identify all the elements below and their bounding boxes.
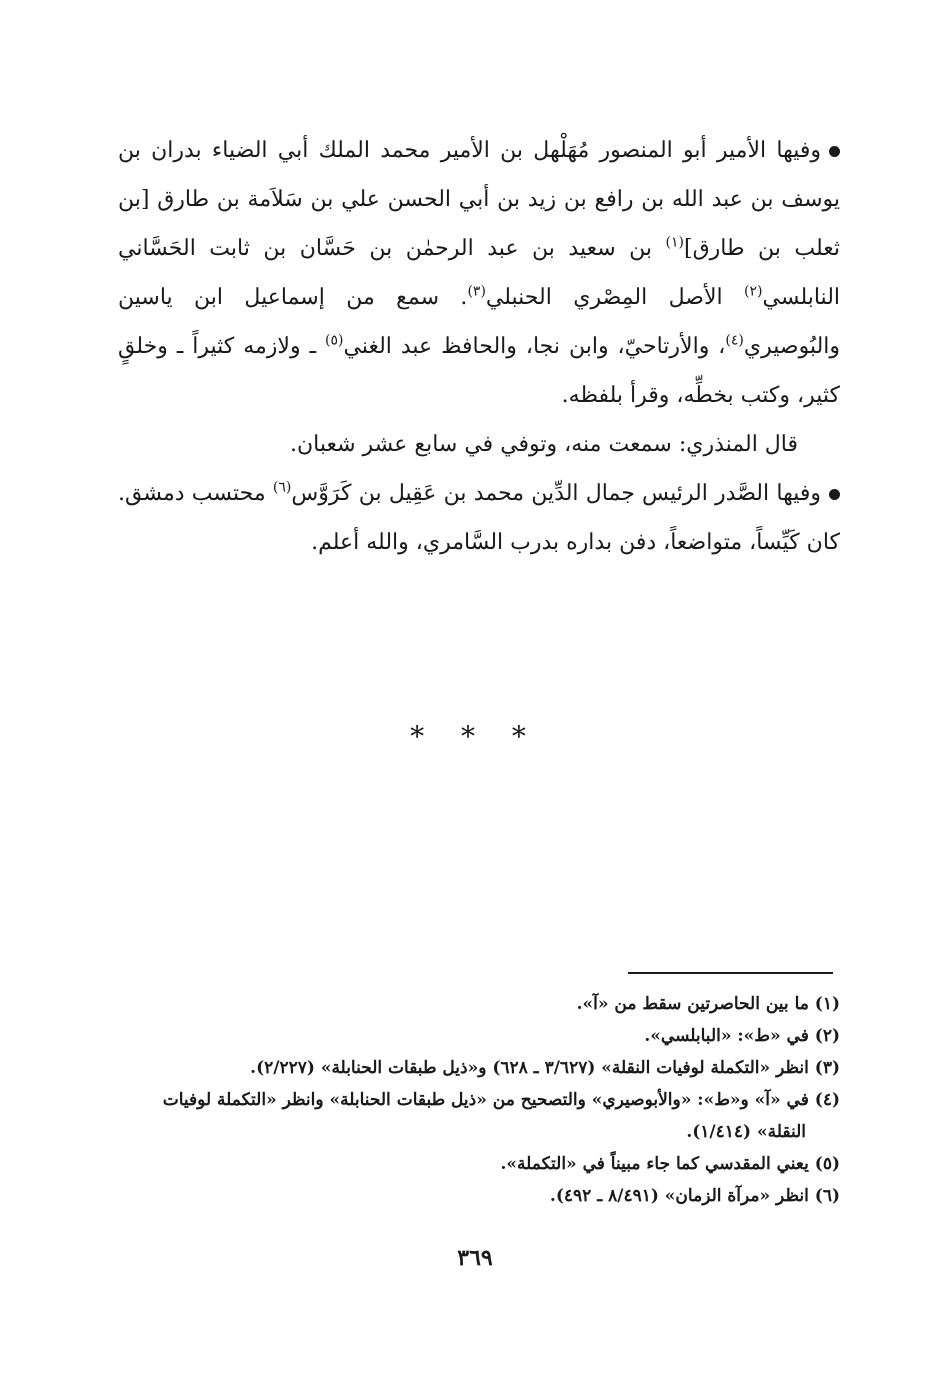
footnote-3: (٣) انظر «التكملة لوفيات النقلة» (٣/٦٢٧ ـ ٦٢٨) و«ذيل طبقات الحنابلة» (٢/٢٢٧). (250, 1058, 840, 1078)
footnote-5: (٥) يعني المقدسي كما جاء مبيناً في «التكملة». (500, 1154, 840, 1174)
paragraph-text: وفيها الصَّدر الرئيس جمال الدِّين محمد بن عَقِيل بن كَرَوَّس (291, 481, 821, 506)
paragraph-text: قال المنذري: سمعت منه، وتوفي في سابع عشر شعبان. (289, 432, 798, 457)
footnote-4: (٤) في «آ» و«ط»: «والأبوصيري» والتصحيح من «ذيل طبقات الحنابلة» وانظر «التكملة لوفيات النقلة» (١/٤١٤). (162, 1090, 840, 1142)
paragraph-text: محتسب دمشق. كان كَيِّساً، متواضعاً، دفن بداره بدرب السَّامري، والله أعلم. (118, 481, 840, 555)
footnote-ref-2[interactable]: (٢) (744, 283, 763, 300)
paragraph-2 (118, 420, 840, 469)
footnote-divider (628, 972, 833, 974)
footnote-ref-5[interactable]: (٥) (325, 332, 344, 349)
footnote-1: (١) ما بين الحاصرتين سقط من «آ». (576, 994, 840, 1014)
footnotes (118, 988, 840, 1212)
footnote-6: (٦) انظر «مرآة الزمان» (٨/٤٩١ ـ ٤٩٢). (549, 1186, 840, 1206)
bullet-icon (829, 146, 840, 157)
footnote-ref-3[interactable]: (٣) (467, 283, 486, 300)
paragraph-3 (118, 469, 840, 567)
footnote-ref-1[interactable]: (١) (665, 234, 685, 251)
paragraph-1 (118, 126, 840, 420)
paragraph-text: وفيها الأمير أبو المنصور مُهَلْهل بن الأمير محمد الملك أبي الضياء بدران بن يوسف بن عبد الله بن رافع بن زيد بن أبي الحسن علي بن سَلاَمة بن طارق [بن ثعلب بن طارق] (118, 138, 841, 261)
paragraph-text: ، والأرتاحيّ، وابن نجا، والحافظ عبد الغني (343, 334, 726, 359)
section-separator: * * * (410, 720, 540, 753)
footnote-ref-4[interactable]: (٤) (725, 332, 744, 349)
paragraph-text: . سمع من إسماعيل ابن ياسين والبُوصيري (118, 285, 841, 359)
bullet-icon (829, 489, 840, 500)
page-number: ٣٦٩ (457, 1245, 493, 1271)
paragraph-text: بن سعيد بن عبد الرحمٰن بن حَسَّان بن ثابت الحَسَّاني النابلسي (118, 236, 841, 310)
footnote-ref-6[interactable]: (٦) (272, 479, 292, 496)
paragraph-text: الأصل المِصْري الحنبلي (485, 285, 745, 310)
paragraph-text: ـ ولازمه كثيراً ـ وخلقٍ كثير، وكتب بخطِّه، وقرأ بلفظه. (118, 334, 840, 408)
main-text (118, 126, 840, 567)
footnote-2: (٢) في «ط»: «البابلسي». (644, 1026, 840, 1046)
